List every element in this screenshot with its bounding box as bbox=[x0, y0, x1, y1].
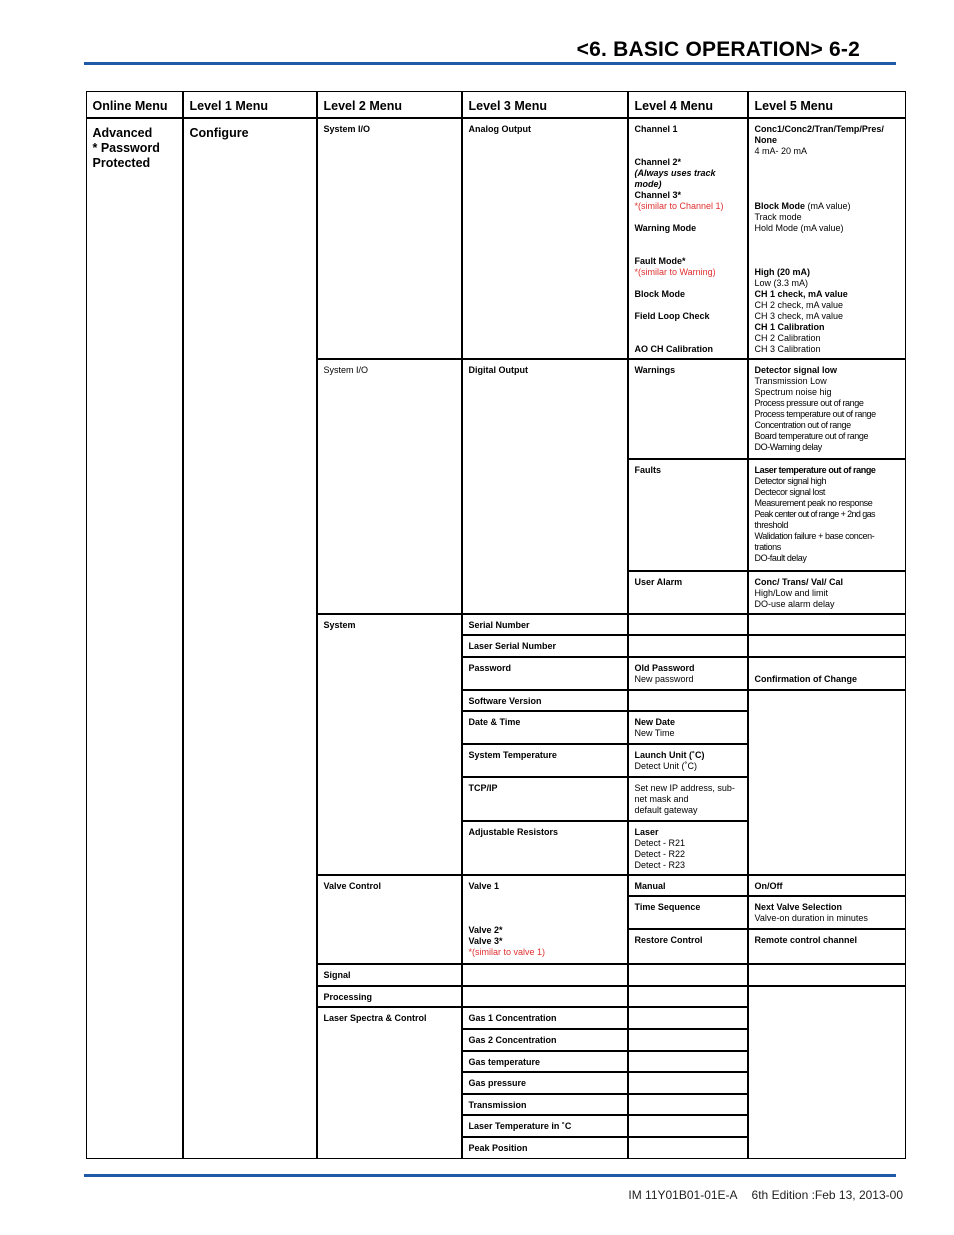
l4-empty bbox=[628, 1094, 748, 1115]
l4-detect-resistor: Detect - R21 bbox=[634, 837, 686, 848]
l2-system: System bbox=[317, 614, 462, 875]
l4-tcp-ip-line: default gateway bbox=[634, 804, 698, 815]
l4-detect-resistor: Detect - R22 bbox=[634, 848, 686, 859]
l5-fault-item: trations bbox=[754, 541, 781, 552]
level1-configure: Configure bbox=[183, 118, 317, 1159]
l3-serial-number: Serial Number bbox=[462, 614, 628, 635]
l5-next-valve-selection: Next Valve Selection bbox=[754, 901, 843, 912]
header-level5-menu: Level 5 Menu bbox=[748, 91, 906, 118]
l5-fault-item: Walidation failure + base concen- bbox=[754, 530, 875, 541]
l5-hold-mode-value: (mA value) bbox=[798, 222, 844, 233]
l4-field-loop-check: Field Loop Check bbox=[634, 310, 710, 321]
l5-none: None bbox=[754, 134, 777, 145]
l3-digital-output: Digital Output bbox=[462, 359, 628, 614]
l4-tcp-ip-line: net mask and bbox=[634, 793, 689, 804]
l4-analog-cell bbox=[628, 118, 748, 359]
online-protected: Protected bbox=[92, 155, 151, 170]
header-level1-menu: Level 1 Menu bbox=[183, 91, 317, 118]
l4-password-cell bbox=[628, 657, 748, 690]
l4-restore-control: Restore Control bbox=[628, 929, 748, 964]
l3-adjustable-resistors: Adjustable Resistors bbox=[462, 821, 628, 875]
l2-system-io-analog: System I/O bbox=[317, 118, 462, 359]
l3-tcp-ip: TCP/IP bbox=[462, 777, 628, 821]
l4-user-alarm: User Alarm bbox=[628, 571, 748, 614]
l4-channel3: Channel 3* bbox=[634, 189, 682, 200]
l5-empty-merged bbox=[748, 690, 906, 875]
l3-analog-output: Analog Output bbox=[462, 118, 628, 359]
footer bbox=[614, 1188, 903, 1202]
l4-empty bbox=[628, 964, 748, 986]
l4-old-password: Old Password bbox=[634, 662, 695, 673]
l4-adjustable-resistors-cell bbox=[628, 821, 748, 875]
l4-empty bbox=[628, 1051, 748, 1072]
l4-new-time: New Time bbox=[634, 727, 675, 738]
l4-block-mode: Block Mode bbox=[634, 288, 686, 299]
l5-block-mode: Block Mode bbox=[754, 200, 806, 211]
l5-empty bbox=[748, 964, 906, 986]
l4-channel2: Channel 2* bbox=[634, 156, 682, 167]
l5-ma-range: 4 mA- 20 mA bbox=[754, 145, 808, 156]
l4-manual: Manual bbox=[628, 875, 748, 896]
l3-software-version: Software Version bbox=[462, 690, 628, 711]
l5-warning-item: Transmission Low bbox=[754, 375, 827, 386]
l5-user-alarm-item: DO-use alarm delay bbox=[754, 598, 835, 609]
l4-empty bbox=[628, 1115, 748, 1137]
l4-new-date: New Date bbox=[634, 716, 676, 727]
l5-fault-item: Detector signal high bbox=[754, 475, 827, 486]
header-level4-menu: Level 4 Menu bbox=[628, 91, 748, 118]
l3-valve-cell bbox=[462, 875, 628, 964]
l5-fault-item: Dectecor signal lost bbox=[754, 486, 826, 497]
l2-processing: Processing bbox=[317, 986, 462, 1007]
l3-peak-position: Peak Position bbox=[462, 1137, 628, 1159]
l3-empty bbox=[462, 964, 628, 986]
l5-fault-item: Peak center out of range + 2nd gas bbox=[754, 508, 875, 519]
l5-empty bbox=[748, 614, 906, 635]
l3-gas-temperature: Gas temperature bbox=[462, 1051, 628, 1072]
l5-user-alarm-cell bbox=[748, 571, 906, 614]
l5-fault-item: threshold bbox=[754, 519, 788, 530]
l4-empty bbox=[628, 690, 748, 711]
l4-fault-note: *(similar to Warning) bbox=[634, 266, 716, 277]
l5-fault-item: Measurement peak no response bbox=[754, 497, 873, 508]
l4-empty bbox=[628, 635, 748, 657]
l3-gas2-concentration: Gas 2 Concentration bbox=[462, 1029, 628, 1051]
l3-gas1-concentration: Gas 1 Concentration bbox=[462, 1007, 628, 1029]
l3-transmission: Transmission bbox=[462, 1094, 628, 1115]
l5-ch2-calibration: CH 2 Calibration bbox=[754, 332, 821, 343]
l5-ch1-check: CH 1 check, mA value bbox=[754, 288, 848, 299]
l2-laser-spectra-control: Laser Spectra & Control bbox=[317, 1007, 462, 1159]
l2-system-io-digital: System I/O bbox=[317, 359, 462, 614]
l5-ch3-calibration: CH 3 Calibration bbox=[754, 343, 821, 354]
l5-ch3-check: CH 3 check, mA value bbox=[754, 310, 844, 321]
l3-valve1: Valve 1 bbox=[468, 880, 500, 891]
l4-detect-resistor: Detect - R23 bbox=[634, 859, 686, 870]
l4-channel2-note1: (Always uses track bbox=[634, 167, 716, 178]
l3-empty bbox=[462, 986, 628, 1007]
l4-warning-mode: Warning Mode bbox=[634, 222, 697, 233]
l2-valve-control: Valve Control bbox=[317, 875, 462, 964]
l2-signal: Signal bbox=[317, 964, 462, 986]
footer-doc-id: IM 11Y01B01-01E-A bbox=[628, 1188, 738, 1202]
l4-channel3-note: *(similar to Channel 1) bbox=[634, 200, 724, 211]
l5-conc-list: Conc1/Conc2/Tran/Temp/Pres/ bbox=[754, 123, 884, 134]
l3-system-temperature: System Temperature bbox=[462, 744, 628, 777]
l5-warning-item: Detector signal low bbox=[754, 364, 838, 375]
l5-valve-on-duration: Valve-on duration in minutes bbox=[754, 912, 868, 923]
l5-empty-merged bbox=[748, 986, 906, 1159]
l5-user-alarm-item: Conc/ Trans/ Val/ Cal bbox=[754, 576, 844, 587]
l4-channel2-note2: mode) bbox=[634, 178, 662, 189]
l5-user-alarm-item: High/Low and limit bbox=[754, 587, 829, 598]
l4-launch-unit: Launch Unit (˚C) bbox=[634, 749, 705, 760]
l4-empty bbox=[628, 1029, 748, 1051]
l5-high: High (20 mA) bbox=[754, 266, 811, 277]
l4-empty bbox=[628, 1137, 748, 1159]
l5-warnings-cell bbox=[748, 359, 906, 459]
l3-password: Password bbox=[462, 657, 628, 690]
l5-warning-item: Process temperature out of range bbox=[754, 408, 876, 419]
header-online-menu: Online Menu bbox=[86, 91, 183, 118]
l4-time-sequence: Time Sequence bbox=[628, 896, 748, 929]
l3-valve3: Valve 3* bbox=[468, 935, 503, 946]
l5-warning-item: Board temperature out of range bbox=[754, 430, 869, 441]
l5-time-sequence-cell bbox=[748, 896, 906, 929]
menu-table bbox=[86, 91, 906, 1159]
l5-warning-item: Process pressure out of range bbox=[754, 397, 864, 408]
l3-gas-pressure: Gas pressure bbox=[462, 1072, 628, 1094]
l4-empty bbox=[628, 614, 748, 635]
l5-warning-item: Spectrum noise hig bbox=[754, 386, 832, 397]
l4-warnings: Warnings bbox=[628, 359, 748, 459]
l4-ao-ch-calibration: AO CH Calibration bbox=[634, 343, 714, 354]
l4-date-time-cell bbox=[628, 711, 748, 744]
l5-confirmation-of-change: Confirmation of Change bbox=[748, 657, 906, 690]
l3-valve-note: *(similar to valve 1) bbox=[468, 946, 546, 957]
l4-channel1: Channel 1 bbox=[634, 123, 678, 134]
l5-remote-control-channel: Remote control channel bbox=[748, 929, 906, 964]
footer-edition: 6th Edition :Feb 13, 2013-00 bbox=[751, 1188, 903, 1202]
l5-analog-cell bbox=[748, 118, 906, 359]
l3-date-time: Date & Time bbox=[462, 711, 628, 744]
l4-empty bbox=[628, 1007, 748, 1029]
l4-empty bbox=[628, 986, 748, 1007]
l5-block-mode-value: (mA value) bbox=[805, 200, 851, 211]
l5-faults-cell bbox=[748, 459, 906, 571]
l5-on-off: On/Off bbox=[748, 875, 906, 896]
online-password: * Password bbox=[92, 140, 160, 155]
l5-track-mode: Track mode bbox=[754, 211, 802, 222]
header-rule bbox=[84, 62, 896, 65]
l5-ch1-calibration: CH 1 Calibration bbox=[754, 321, 825, 332]
l5-ch2-check: CH 2 check, mA value bbox=[754, 299, 844, 310]
l5-empty bbox=[748, 635, 906, 657]
l4-empty bbox=[628, 1072, 748, 1094]
l5-low: Low (3.3 mA) bbox=[754, 277, 809, 288]
l4-fault-mode: Fault Mode* bbox=[634, 255, 686, 266]
l3-valve2: Valve 2* bbox=[468, 924, 503, 935]
l4-tcp-ip-cell bbox=[628, 777, 748, 821]
header-level3-menu: Level 3 Menu bbox=[462, 91, 628, 118]
header-level2-menu: Level 2 Menu bbox=[317, 91, 462, 118]
l3-laser-serial-number: Laser Serial Number bbox=[462, 635, 628, 657]
l4-faults: Faults bbox=[628, 459, 748, 571]
l5-warning-item: Concentration out of range bbox=[754, 419, 851, 430]
l4-tcp-ip-line: Set new IP address, sub- bbox=[634, 782, 735, 793]
l5-fault-item: Laser temperature out of range bbox=[754, 464, 876, 475]
l5-hold-mode: Hold Mode bbox=[754, 222, 799, 233]
l4-detect-unit: Detect Unit (˚C) bbox=[634, 760, 698, 771]
online-menu-cell bbox=[86, 118, 183, 1159]
l3-laser-temperature: Laser Temperature in ˚C bbox=[462, 1115, 628, 1137]
l4-laser: Laser bbox=[634, 826, 659, 837]
l5-fault-item: DO-fault delay bbox=[754, 552, 807, 563]
online-advanced: Advanced bbox=[92, 125, 153, 140]
l4-temperature-cell bbox=[628, 744, 748, 777]
footer-rule bbox=[84, 1174, 896, 1177]
l5-warning-item: DO-Warning delay bbox=[754, 441, 822, 452]
l4-new-password: New password bbox=[634, 673, 694, 684]
page-title: <6. BASIC OPERATION> 6-2 bbox=[576, 38, 860, 61]
